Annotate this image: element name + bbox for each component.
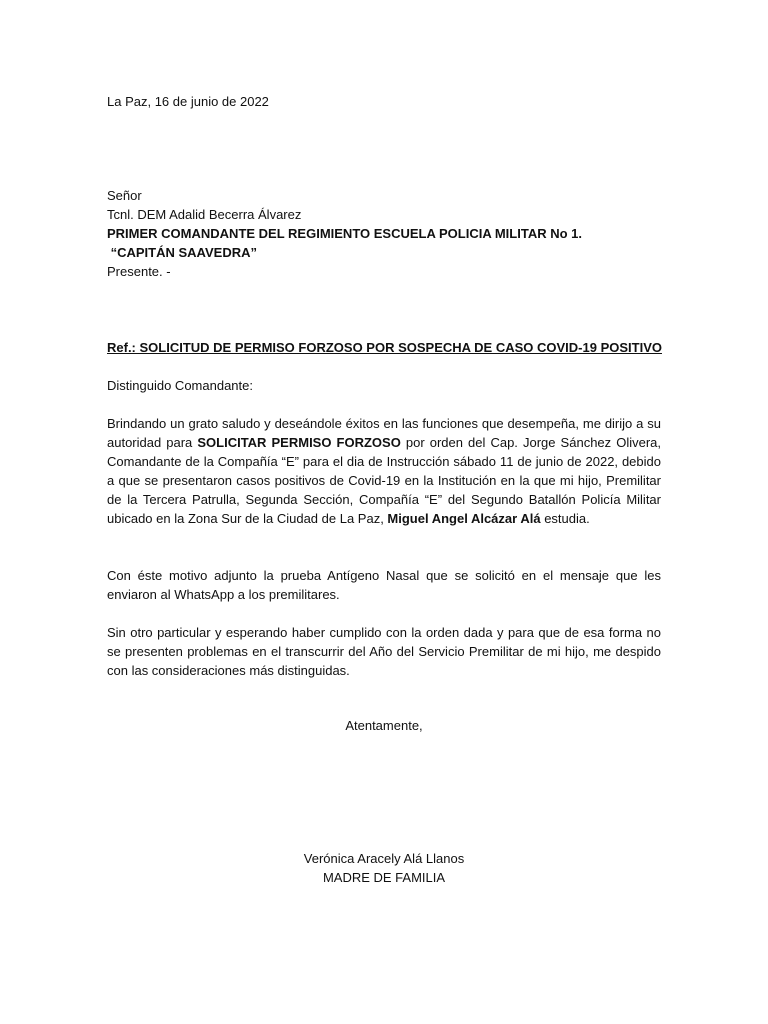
reference-line: Ref.: SOLICITUD DE PERMISO FORZOSO POR SOSPECHA DE CASO COVID-19 POSITIVO [107, 340, 662, 355]
paragraph-request-text-3: estudia. [540, 511, 590, 526]
closing: Atentamente, [345, 718, 423, 733]
paragraph-request-text-2: por orden del Cap. Jorge Sánchez Olivera, Comandante de la Compañía “E” para el dia de Instrucción sábado 11 de junio de 2022, debido a que se presentaron casos positivos de Covid-19 en la Institución en la que mi hijo, Premilitar de la Tercera Patrulla, Segunda Sección, Compañía “E” del Segundo Batallón Policía Militar ubicado en la Zona Sur de la Ciudad de La Paz, [107, 435, 662, 526]
recipient-presente: Presente. - [107, 264, 171, 279]
paragraph-farewell: Sin otro particular y esperando haber cumplido con la orden dada y para que de esa forma no se presenten problemas en el transcurrir del Año del Servicio Premilitar de mi hijo, me despido con las consideraciones más distinguidas. [107, 625, 661, 678]
paragraph-request [107, 414, 661, 528]
recipient-unit-name: “CAPITÁN SAAVEDRA” [107, 245, 257, 260]
recipient-block [107, 186, 661, 281]
paragraph-attachment: Con éste motivo adjunto la prueba Antígeno Nasal que se solicitó en el mensaje que les enviaron al WhatsApp a los premilitares. [107, 568, 661, 602]
paragraph-request-text-1: Brindando un grato saludo y deseándole éxitos en las funciones que desempeña, me dirijo a su autoridad para [107, 416, 661, 450]
recipient-position: PRIMER COMANDANTE DEL REGIMIENTO ESCUELA POLICIA MILITAR No 1. [107, 226, 582, 241]
signature-name: Verónica Aracely Alá Llanos [303, 851, 465, 866]
recipient-salutation: Señor [107, 188, 142, 203]
recipient-name: Tcnl. DEM Adalid Becerra Álvarez [107, 207, 302, 222]
paragraph-request-bold-student-name: Miguel Angel Alcázar Alá [387, 511, 541, 526]
paragraph-request-bold-request: SOLICITAR PERMISO FORZOSO [197, 435, 401, 450]
date-line: La Paz, 16 de junio de 2022 [107, 94, 269, 109]
greeting: Distinguido Comandante: [107, 378, 253, 393]
signature-title: MADRE DE FAMILIA [322, 870, 446, 885]
signature-block [107, 849, 661, 887]
